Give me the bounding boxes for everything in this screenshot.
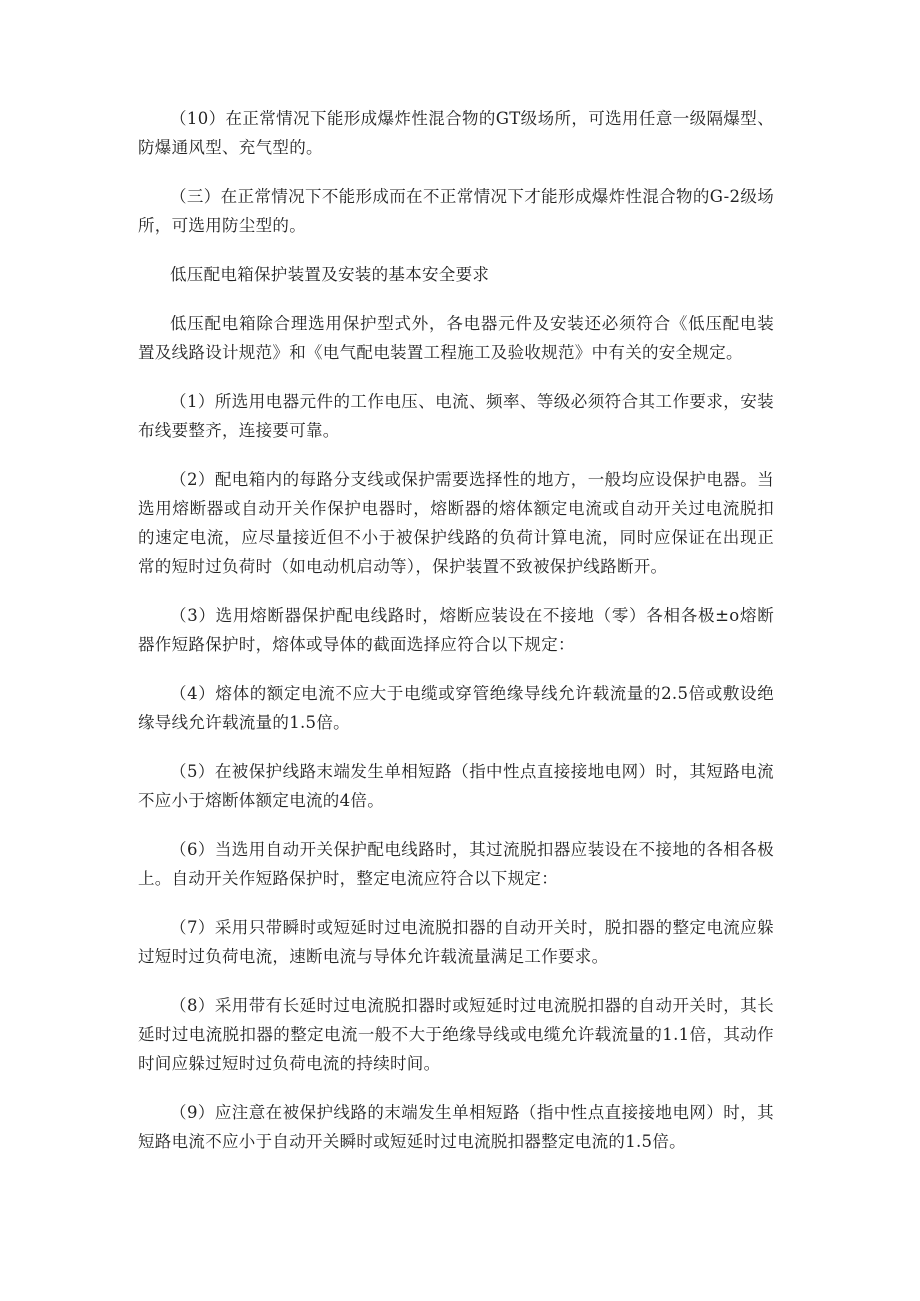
paragraph-item-5: （5）在被保护线路末端发生单相短路（指中性点直接接地电网）时，其短路电流不应小于熔断体额定电流的4倍。 xyxy=(138,762,774,810)
paragraph-item-8: （8）采用带有长延时过电流脱扣器时或短延时过电流脱扣器的自动开关时，其长延时过电流脱扣器的整定电流一般不大于绝缘导线或电缆允许载流量的1.1倍，其动作时间应躲过短时过负荷电流的持续时间。 xyxy=(138,996,774,1073)
paragraph-item-1: （1）所选用电器元件的工作电压、电流、频率、等级必须符合其工作要求，安装布线要整齐，连接要可靠。 xyxy=(138,392,774,440)
paragraph-item-9: （9）应注意在被保护线路的末端发生单相短路（指中性点直接接地电网）时，其短路电流不应小于自动开关瞬时或短延时过电流脱扣器整定电流的1.5倍。 xyxy=(138,1103,774,1151)
paragraph-item-6: （6）当选用自动开关保护配电线路时，其过流脱扣器应装设在不接地的各相各极上。自动开关作短路保护时，整定电流应符合以下规定： xyxy=(138,840,774,888)
document-body xyxy=(138,104,774,1176)
paragraph-item-2: （2）配电箱内的每路分支线或保护需要选择性的地方，一般均应设保护电器。当选用熔断器或自动开关作保护电器时，熔断器的熔体额定电流或自动开关过电流脱扣的速定电流，应尽量接近但不小于被保护线路的负荷计算电流，同时应保证在出现正常的短时过负荷时（如电动机启动等），保护装置不致被保护线路断开。 xyxy=(138,470,774,576)
paragraph-item-4: （4）熔体的额定电流不应大于电缆或穿管绝缘导线允许载流量的2.5倍或敷设绝缘导线允许载流量的1.5倍。 xyxy=(138,684,774,732)
paragraph-item-3: （3）选用熔断器保护配电线路时，熔断应装设在不接地（零）各相各极±o熔断器作短路保护时，熔体或导体的截面选择应符合以下规定： xyxy=(138,606,774,654)
section-heading: 低压配电箱保护装置及安装的基本安全要求 xyxy=(170,265,490,284)
paragraph-item-7: （7）采用只带瞬时或短延时过电流脱扣器的自动开关时，脱扣器的整定电流应躲过短时过负荷电流，速断电流与导体允许载流量满足工作要求。 xyxy=(138,918,774,966)
paragraph-intro: 低压配电箱除合理选用保护型式外，各电器元件及安装还必须符合《低压配电装置及线路设计规范》和《电气配电装置工程施工及验收规范》中有关的安全规定。 xyxy=(138,314,774,362)
paragraph-10-explosion-proof: （10）在正常情况下能形成爆炸性混合物的GT级场所，可选用任意一级隔爆型、防爆通风型、充气型的。 xyxy=(138,109,774,157)
paragraph-g2-dustproof: （三）在正常情况下不能形成而在不正常情况下才能形成爆炸性混合物的G-2级场所，可选用防尘型的。 xyxy=(138,187,774,235)
